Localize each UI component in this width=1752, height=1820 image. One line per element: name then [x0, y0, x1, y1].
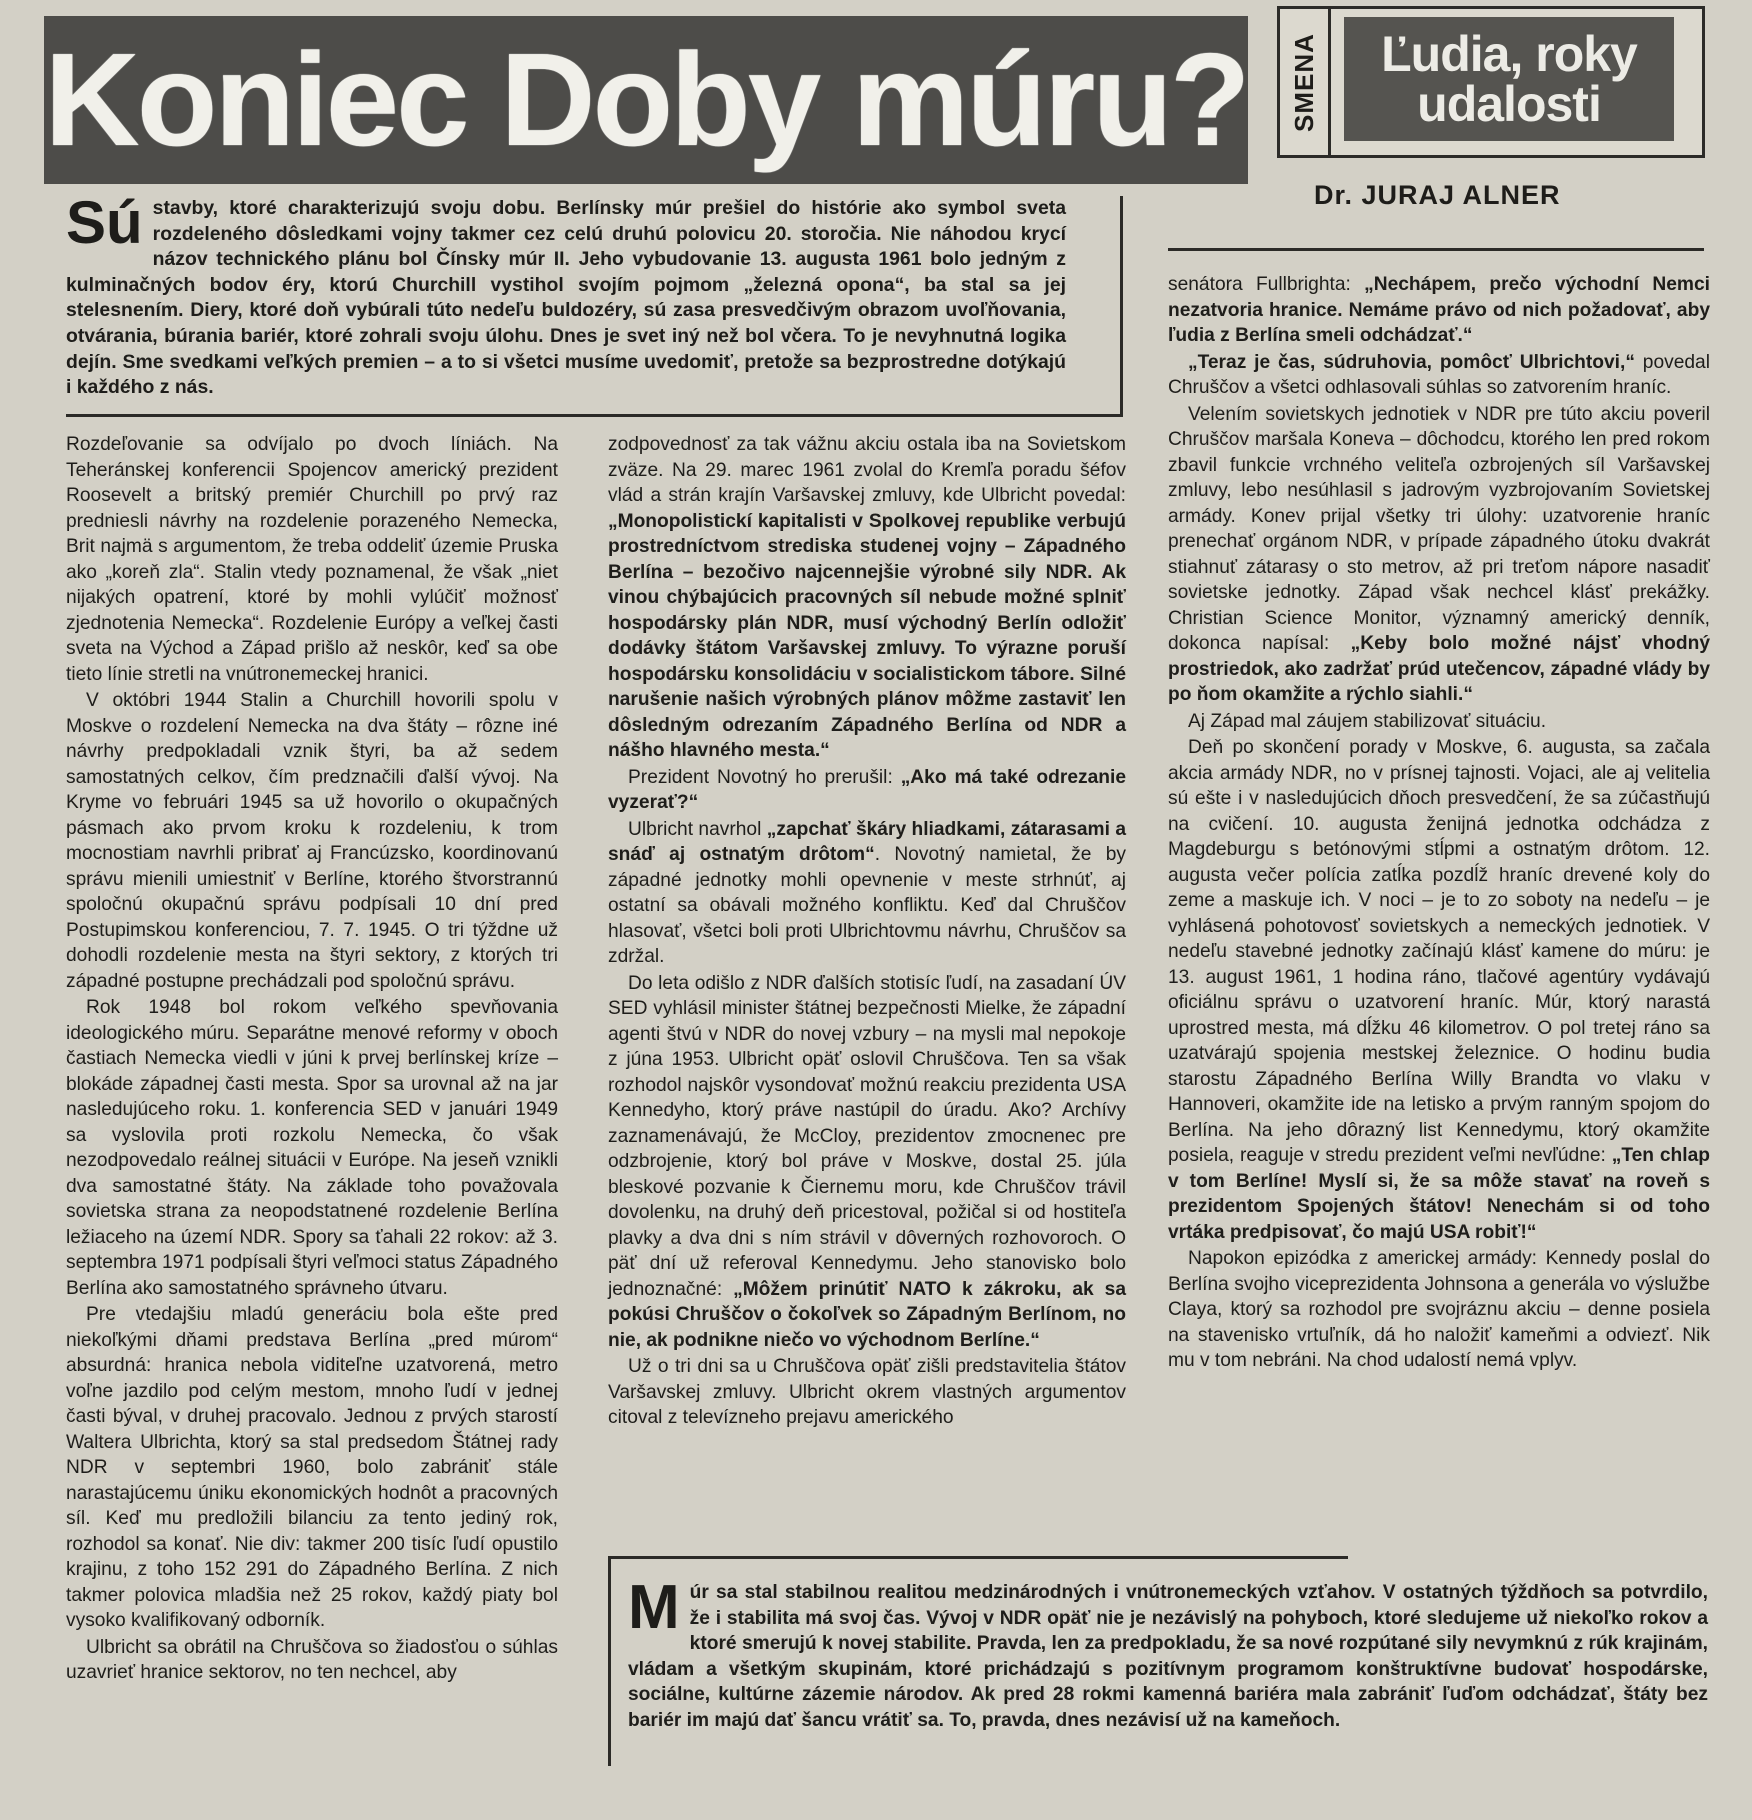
col1-paragraph: Rok 1948 bol rokom veľkého spevňovania ideologického múru. Separátne menové reformy v oboch častiach Nemecka viedli v júni k prvej berlínskej kríze – blokáde západnej časti mesta. Spor sa urovnal až na jar nasledujúceho roku. 1. konferencia SED v januári 1949 sa vyslovila proti rozkolu Nemecka, čo však nezodpovedalo reálnej situácii v Európe. Na jeseň vznikli dva samostatné štáty. Na základe toho považovala sovietska strana za neopodstatnené rozdelenie Berlína ležiaceho na území NDR. Spory sa ťahali 22 rokov: až 3. septembra 1971 podpísali štyri veľmoci status Západného Berlína ako samostatného správneho útvaru. [66, 997, 558, 1299]
rule-closing-left [608, 1556, 611, 1766]
col2-text: zodpovednosť za tak vážnu akciu ostala iba na Sovietskom zväze. Na 29. marec 1961 zvolal do Kremľa poradu šéfov vlád a strán krajín Varšavskej zmluvy, kde Ulbricht povedal: [608, 434, 1126, 506]
col2-quote: „Môžem prinútiť NATO k zákroku, ak sa pokúsi Chruščov o čokoľvek so Západným Berlínom, no nie, ak podnikne niečo vo východnom Berlíne.“ [608, 1278, 1126, 1351]
lead-drop-cap: Sú [66, 189, 143, 256]
col3-text: Deň po skončení porady v Moskve, 6. augusta, sa začala akcia armády NDR, no v prísnej tajnosti. Vojaci, ale aj velitelia sú ešte i v nasledujúcich dňoch presvedčení, že sa zúčastňujú na cvičení. 10. augusta ženijná jednotka odchádza z Magdeburgu s betónovými stĺpmi a ostnatým drôtom. 12. augusta večer polícia zatĺka pozdĺž hraníc drevené koly do zeme a maskuje ich. V noci – je to zo soboty na nedeľu – je vyhlásená pohotovosť sovietskych a nemeckých jednotiek. V nedeľu stavebné jednotky začínajú klásť kamene do múru: je 13. august 1961, 1 hodina ráno, tlačové agentúry vydávajú oficiálnu správu o uzatvorení hraníc. Múr, ktorý narastá uprostred mesta, má dĺžku 46 kilometrov. O pol tretej ráno sa uzatvárajú spojenia mestskej železnice. O hodinu budia starostu Západného Berlína Willy Brandta vo vlaku v Hannoveri, okamžite ide na letisko a prvým ranným spojom do Berlína. Na jeho dôrazný list Kennedymu, ktorý okamžite posiela, reaguje v stredu prezident veľmi nevľúdne: [1168, 737, 1710, 1166]
col2-text: . Novotný namietal, že by západné jednotky mohli opevnenie v meste strhnúť, aj ostatní sa obávali možného konfliktu. Keď dal Chruščov hlasovať, všetci boli proti Ulbrichtovmu návrhu, Chruščov sa zdržal. [608, 844, 1126, 967]
col3-paragraph [1168, 272, 1710, 349]
col3-text: Napokon epizódka z americkej armády: Kennedy poslal do Berlína svojho viceprezidenta Johnsona a generála vo výslužbe Claya, ktorý sa rozhodol pre svojráznu akciu – denne posiela na stavenisko vrtuľník, dá ho naložiť kameňmi a odviezť. Nik mu v tom nebráni. Na chod udalostí nemá vplyv. [1168, 1248, 1710, 1371]
col2-paragraph [608, 1354, 1126, 1431]
column-3 [1168, 272, 1710, 1375]
col3-quote: „Keby bolo možné nájsť vhodný prostriedok, ako zadržať prúd utečencov, západné vlády by po ňom okamžite a rýchlo siahli.“ [1168, 633, 1710, 705]
rule-lead-bottom [66, 414, 1123, 417]
section-badge-box [1344, 17, 1674, 141]
lead-text: stavby, ktoré charakterizujú svoju dobu. Berlínsky múr prešiel do histórie ako symbol sveta rozdeleného dôsledkami vojny takmer cez celú druhú polovicu 20. storočia. Nie náhodou krycí názov technického plánu bol Čínsky múr II. Jeho vybudovanie 13. augusta 1961 bolo jedným z kulminačných bodov éry, ktorú Churchill vystihol svojím pojmom „železná opona“, ba stal sa jej stelesnením. Diery, ktoré doň vybúrali túto nedeľu buldozéry, sú zasa presvedčivým obrazom uvoľňovania, otvárania, búrania bariér, ktoré zohrali svoju úlohu. Dnes je svet iný než bol včera. To je nevyhnutná logika dejín. Sme svedkami veľkých premien – a to si všetci musíme uvedomiť, pretože sa bezprostredne dotýkajú i každého z nás. [66, 197, 1066, 399]
headline-banner [44, 16, 1248, 184]
closing-text: úr sa stal stabilnou realitou medzinárodných i vnútronemeckých vzťahov. V ostatných týždňoch sa potvrdilo, že i stabilita má svoj čas. Vývoj v NDR opäť nie je nezávislý na pohyboch, ktoré sledujeme už niekoľko rokov a ktoré smerujú k novej stabilite. Pravda, len za predpokladu, že sa nové rozpútané sily nevymknú z rúk krajinám, vládam a všetkým skupinám, ktoré prichádzajú s pozitívnym programom konštruktívne budovať hospodárske, sociálne, kultúrne zázemie národov. Ak pred 28 rokmi kamenná bariéra mala zabrániť ľuďom odchádzať, štáty bez bariér im majú dať šancu vrátiť sa. To, pravda, dnes nezávisí už na kameňoch. [628, 1582, 1708, 1731]
col2-quote: „Ako má také odrezanie vyzerať?“ [608, 766, 1126, 813]
closing-drop-cap: M [628, 1573, 680, 1642]
col2-paragraph [608, 432, 1126, 764]
col3-paragraph [1168, 1246, 1710, 1374]
col3-quote: „Teraz je čas, súdruhovia, pomôcť Ulbrichtovi,“ [1188, 351, 1635, 373]
col2-paragraph [608, 765, 1126, 816]
col1-paragraph: Rozdeľovanie sa odvíjalo po dvoch líniách. Na Teheránskej konferencii Spojencov americký prezident Roosevelt a britský premiér Churchill po prvý raz predniesli návrhy na rozdelenie porazeného Nemecka, Brit najmä s argumentom, že treba oddeliť územie Pruska ako „koreň zla“. Stalin vtedy poznamenal, že však „niet nijakých opatrení, ktoré by mohli vylúčiť možnosť zjednotenia Nemecka“. Rozdelenie Európy a veľkej časti sveta na Východ a Západ prišlo až neskôr, keď sa obe tieto línie stretli na vnútronemeckej hranici. [66, 434, 558, 685]
col2-text: Prezident Novotný ho prerušil: [628, 766, 901, 788]
section-badge-vertical [1280, 9, 1331, 155]
col2-quote: „Monopolistickí kapitalisti v Spolkovej republike verbujú prostredníctvom strediska studenej vojny – Západného Berlína – bezočivo najcennejšie výrobné sily NDR. Ak vinou chýbajúcich pracovných síl nebude možné splniť hospodársky plán NDR, musí východný Berlín odložiť dodávky štátom Varšavskej zmluvy. To výrazne poruší hospodársku konsolidáciu v socialistickom tábore. Silné narušenie našich výrobných plánov môžme zastaviť len dôsledným odrezaním Západného Berlína od NDR a nášho hlavného mesta.“ [608, 510, 1126, 761]
section-badge [1277, 6, 1705, 158]
rule-closing-top [608, 1556, 1348, 1559]
col1-paragraph: Ulbricht sa obrátil na Chruščova so žiadosťou o súhlas uzavrieť hranice sektorov, no ten nechcel, aby [66, 1636, 558, 1683]
col3-paragraph [1168, 350, 1710, 401]
column-2 [608, 432, 1126, 1432]
col3-paragraph [1168, 709, 1710, 735]
col3-text: senátora Fullbrighta: [1168, 274, 1365, 295]
col2-paragraph [608, 817, 1126, 970]
rule-lead-right [1120, 196, 1123, 416]
col2-text: Ulbricht navrhol [628, 818, 767, 840]
col3-text: Aj Západ mal záujem stabilizovať situáciu. [1188, 710, 1547, 732]
lead-paragraph [66, 189, 1066, 401]
rule-under-author [1168, 248, 1704, 251]
col3-text: povedal Chruščov a všetci odhlasovali súhlas so zatvorením hraníc. [1168, 351, 1710, 398]
col2-paragraph [608, 971, 1126, 1354]
closing-paragraph [628, 1573, 1708, 1733]
col1-paragraph: V októbri 1944 Stalin a Churchill hovorili spolu v Moskve o rozdelení Nemecka na dva štáty – rôzne iné návrhy predpokladali vznik štyri, ba až sedem samostatných celkov, čím predznačili ďalší vývoj. Na Kryme vo februári 1945 sa už hovorilo o okupačných pásmach ako prvom kroku k rozdeleniu, k trom mocnostiam navrhli pribrať aj Francúzsko, koordinovanú správu mienili umiestniť v Berlíne, ktorého štvorstrannú spoločnú okupačnú správu podpísali 10 dní pred Postupimskou konferenciou, 7. 7. 1945. O tri týždne už dohodli rozdelenie mesta na štyri sektory, z ktorých tri západné postupne prechádzali pod spoločnú správu. [66, 690, 558, 992]
author-byline: Dr. JURAJ ALNER [1314, 180, 1561, 210]
column-1 [66, 432, 558, 1687]
col2-text: Do leta odišlo z NDR ďalších stotisíc ľudí, na zasadaní ÚV SED vyhlásil minister štátnej bezpečnosti Mielke, že západní agenti štvú v NDR do novej vzbury – na mysli mal nepokoje z júna 1953. Ulbricht opäť oslovil Chruščova. Ten sa však rozhodol najskôr vysondovať možnú reakciu prezidenta USA Kennedyho, ktorý práve nastúpil do úradu. Ako? Archívy zaznamenávajú, že McCloy, prezidentov zmocnenec pre odzbrojenie, ktorý bol práve v Moskve, dostal 25. júla bleskové pozvanie k Čiernemu moru, kde Chruščov trávil dovolenku, na druhý deň pricestoval, požičal si od hostiteľa plavky a dva dni s ním strávil v dôverných rozhovoroch. O päť dní už referoval Kennedymu. Jeho stanovisko bolo jednoznačné: [608, 972, 1126, 1300]
col2-quote: „zapchať škáry hliadkami, zátarasami a snáď aj ostnatým drôtom“ [608, 818, 1126, 865]
section-badge-line2: udalosti [1417, 76, 1601, 132]
col3-paragraph [1168, 735, 1710, 1245]
section-badge-line1: Ľudia, roky [1381, 26, 1637, 82]
col3-quote: „Ten chlap v tom Berlíne! Myslí si, že sa môže stavať na roveň s prezidentom Spojených štátov! Nenechám si od toho vrtáka predpisovať, čo majú USA robiť!“ [1168, 1145, 1710, 1243]
col3-text: Velením sovietskych jednotiek v NDR pre túto akciu poveril Chruščov maršala Koneva – dôchodcu, ktorého len pred rokom zbavil funkcie vrchného veliteľa ozbrojených síl Varšavskej zmluvy, lebo nesúhlasil s jadrovým vyzbrojovaním Sovietskej armády. Konev prijal všetky tri úlohy: uzatvorenie hraníc prenechať orgánom NDR, v prípade západného útoku dvakrát stiahnuť zátarasy o sto metrov, až pri treťom nápore nasadiť sovietske jednotky. Západ však nechcel klásť prekážky. Christian Science Monitor, významný americký denník, dokonca napísal: [1168, 403, 1710, 654]
col3-paragraph [1168, 402, 1710, 708]
col3-quote: „Nechápem, prečo východní Nemci nezatvoria hranice. Nemáme právo od nich požadovať, aby ľudia z Berlína smeli odchádzať.“ [1168, 274, 1710, 346]
headline: Koniec Doby múru? [44, 26, 1248, 173]
section-badge-label: SMENA [1288, 32, 1319, 132]
col1-paragraph: Pre vtedajšiu mladú generáciu bola ešte pred niekoľkými dňami predstava Berlína „pred múrom“ absurdná: hranica nebola viditeľne uzatvorená, metro voľne jazdilo pod celým mestom, mnoho ľudí v jednej časti býval, v druhej pracovalo. Jednou z prvých starostí Waltera Ulbrichta, ktorý sa stal predsedom Štátnej rady NDR v septembri 1960, bolo zabrániť stále narastajúcemu úniku ekonomických hodnôt a pracovných síl. Keď mu predložili bilanciu za tento jediný rok, rozhodol sa konať. Nie div: takmer 200 tisíc ľudí opustilo krajinu, z toho 152 291 do Západného Berlína. Z nich takmer polovica mladšia než 25 rokov, každý piaty bol vysoko kvalifikovaný odborník. [66, 1304, 558, 1631]
col2-text: Už o tri dni sa u Chruščova opäť zišli predstavitelia štátov Varšavskej zmluvy. Ulbricht okrem vlastných argumentov citoval z televízneho prejavu amerického [608, 1356, 1126, 1428]
